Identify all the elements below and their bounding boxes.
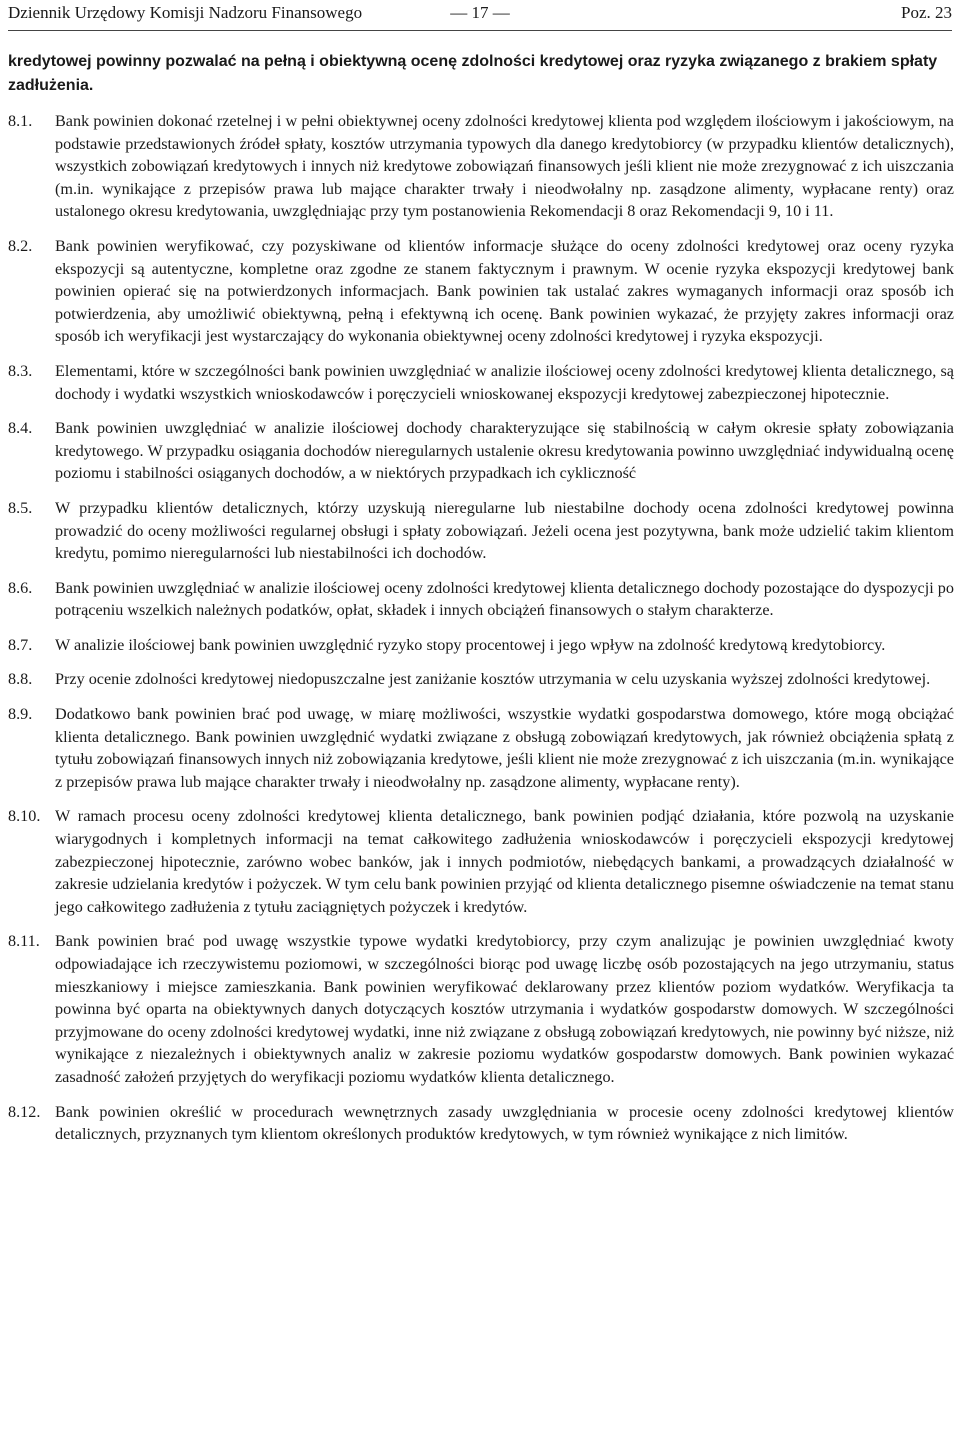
paragraph-8-5 <box>8 497 954 565</box>
paragraph-number: 8.4. <box>8 419 33 438</box>
paragraph-text: W przypadku klientów detalicznych, którzy uzyskują nieregularne lub niestabilne dochody ocena zdolności kredytowej powinna prowadzić do oceny możliwości regularnej obsługi i spłaty zobowiązań. Jeżeli ocena jest pozytywna, bank może udzielić takim klientom kredytu, pomimo nieregularności lub niestabilności ich dochodów. <box>55 498 954 563</box>
paragraph-8-4 <box>8 417 954 485</box>
paragraph-number: 8.3. <box>8 361 33 380</box>
paragraph-8-8 <box>8 668 954 691</box>
paragraph-number: 8.9. <box>8 705 33 724</box>
paragraph-text: Bank powinien dokonać rzetelnej i w pełni obiektywnej oceny zdolności kredytowej klienta pod względem ilościowym i jakościowym, na podstawie przedstawionych źródeł spłaty, kosztów utrzymania typowych dla danego kredytobiorcy (w przypadku klientów detalicznych), wszystkich zobowiązań kredytowych i innych niż kredytowe zobowiązań finansowych jeśli klient nie może zrezygnować z ich uiszczania (m.in. wynikające z przepisów prawa lub mające charakter trwały i nieodwołalny np. zasądzone alimenty, wypłacane renty) oraz ustalonego okresu kredytowania, uwzględniając przy tym postanowienia Rekomendacji 8 oraz Rekomendacji 9, 10 i 11. <box>55 112 954 221</box>
paragraph-text: Bank powinien uwzględniać w analizie ilościowej dochody charakteryzujące się stabilnością w całym okresie spłaty zobowiązania kredytowego. W przypadku osiągania dochodów nieregularnych ustalenie okresu kredytowania powinno uwzględniać indywidualną ocenę poziomu i stabilności osiąganych dochodów, a w niektórych przypadkach ich cykliczność <box>55 419 954 483</box>
paragraph-text: Przy ocenie zdolności kredytowej niedopuszczalne jest zaniżanie kosztów utrzymania w celu uzyskania wyższej zdolności kredytowej. <box>55 670 931 689</box>
paragraph-text: Bank powinien weryfikować, czy pozyskiwane od klientów informacje służące do oceny zdolności kredytowej oraz oceny ryzyka ekspozycji są autentyczne, kompletne oraz zgodne ze stanem faktycznym i prawnym. W ocenie ryzyka ekspozycji kredytowej bank powinien opierać się na potwierdzonych informacjach. Bank powinien tak ustalać zakres wymaganych informacji oraz sposób ich potwierdzenia, aby umożliwić obiektywną, pełną i efektywną ich ocenę. Bank powinien wykazać, że przyjęty zakres informacji oraz sposób ich weryfikacji jest wystarczający do wykonania obiektywnej oceny zdolności kredytowej i ryzyka ekspozycji. <box>55 236 954 346</box>
paragraph-text: Bank powinien brać pod uwagę wszystkie typowe wydatki kredytobiorcy, przy czym analizując je powinien uwzględniać kwoty odpowiadające ich rzeczywistemu poziomowi, w szczególności biorąc pod uwagę liczbę osób pozostających na jego utrzymaniu, status mieszkaniowy i miejsce zamieszkania. Bank powinien weryfikować deklarowany przez klientów poziom wydatków. Weryfikacja ta powinna być oparta na obiektywnych danych dotyczących kosztów utrzymania i wydatków gospodarstw domowych. W szczególności przyjmowane do oceny zdolności kredytowej wydatki, inne niż związane z obsługą zobowiązań kredytowych, nie powinny być niższe, niż wynikające z niezależnych i obiektywnych analiz w zakresie poziomu wydatków gospodarstw domowych. Bank powinien wykazać zasadność założeń przyjętych do weryfikacji poziomu wydatków klienta detalicznego. <box>55 932 954 1086</box>
paragraph-number: 8.1. <box>8 112 33 130</box>
paragraph-number: 8.5. <box>8 498 33 517</box>
page-header <box>0 0 960 28</box>
paragraph-text: Dodatkowo bank powinien brać pod uwagę, w miarę możliwości, wszystkie wydatki gospodarstwa domowego, które mogą obciążać klienta detalicznego. Bank powinien uwzględnić wydatki związane z obsługą zobowiązań kredytowych, jak również obciążenia spłatą z tytułu zobowiązań finansowych innych niż zobowiązania kredytowe, jeśli klient nie może zrezygnować z ich uiszczania (m.in. wynikające z przepisów prawa lub mające charakter trwały i nieodwołalny np. zasądzone alimenty, wypłacane renty). <box>55 705 954 791</box>
paragraph-number: 8.10. <box>8 807 41 826</box>
paragraph-text: Bank powinien uwzględniać w analizie ilościowej oceny zdolności kredytowej klienta detalicznego dochody pozostające do dyspozycji po potrąceniu wszelkich należnych podatków, opłat, składek i innych obciążeń finansowych o stałym charakterze. <box>55 578 954 620</box>
position-number: Poz. 23 <box>901 3 952 22</box>
paragraph-8-7 <box>8 634 954 657</box>
header-divider <box>8 30 952 31</box>
paragraph-8-6 <box>8 577 954 622</box>
paragraph-8-10 <box>8 805 954 918</box>
paragraph-text: W ramach procesu oceny zdolności kredytowej klienta detalicznego, bank powinien podjąć działania, które pozwolą na uzyskanie wiarygodnych i kompletnych informacji na temat całkowitego zadłużenia wnioskodawców i poręczycieli ekspozycji kredytowej zabezpieczonej hipotecznie, zarówno wobec banków, jak i innych podmiotów, niebędących bankami, a prowadzących działalność w zakresie udzielania kredytów i pożyczek. W tym celu bank powinien przyjąć od klienta detalicznego pisemne oświadczenie na temat stanu jego całkowitego zadłużenia z tytułu zaciągniętych pożyczek i kredytów. <box>55 807 954 916</box>
paragraph-8-1 <box>8 110 954 223</box>
paragraph-8-2 <box>8 235 954 348</box>
paragraph-8-3 <box>8 360 954 405</box>
paragraph-number: 8.8. <box>8 670 33 689</box>
intro-text: kredytowej powinny pozwalać na pełną i obiektywną ocenę zdolności kredytowej oraz ryzyka związanego z brakiem spłaty zadłużenia. <box>8 53 938 94</box>
document-body <box>8 110 954 1158</box>
paragraph-number: 8.6. <box>8 578 33 597</box>
paragraph-text: W analizie ilościowej bank powinien uwzględnić ryzyko stopy procentowej i jego wpływ na zdolność kredytową kredytobiorcy. <box>55 635 886 654</box>
paragraph-number: 8.2. <box>8 236 33 255</box>
paragraph-8-12 <box>8 1101 954 1146</box>
paragraph-number: 8.11. <box>8 932 40 951</box>
paragraph-text: Bank powinien określić w procedurach wewnętrznych zasady uwzględniania w procesie oceny zdolności kredytowej klientów detalicznych, przyznanych tym klientom określonych produktów kredytowych, w tym również wynikające z nich limitów. <box>55 1102 954 1144</box>
journal-title: Dziennik Urzędowy Komisji Nadzoru Finansowego <box>8 3 363 22</box>
page-number: — 17 — <box>450 3 510 22</box>
paragraph-text: Elementami, które w szczególności bank powinien uwzględniać w analizie ilościowej oceny zdolności kredytowej klienta detalicznego, są dochody i wydatki wszystkich wnioskodawców i poręczycieli wnioskowanej ekspozycji kredytowej zabezpieczonej hipotecznie. <box>55 361 954 403</box>
paragraph-8-9 <box>8 703 954 793</box>
paragraph-number: 8.12. <box>8 1102 41 1121</box>
paragraph-number: 8.7. <box>8 635 33 654</box>
paragraph-8-11 <box>8 930 954 1088</box>
